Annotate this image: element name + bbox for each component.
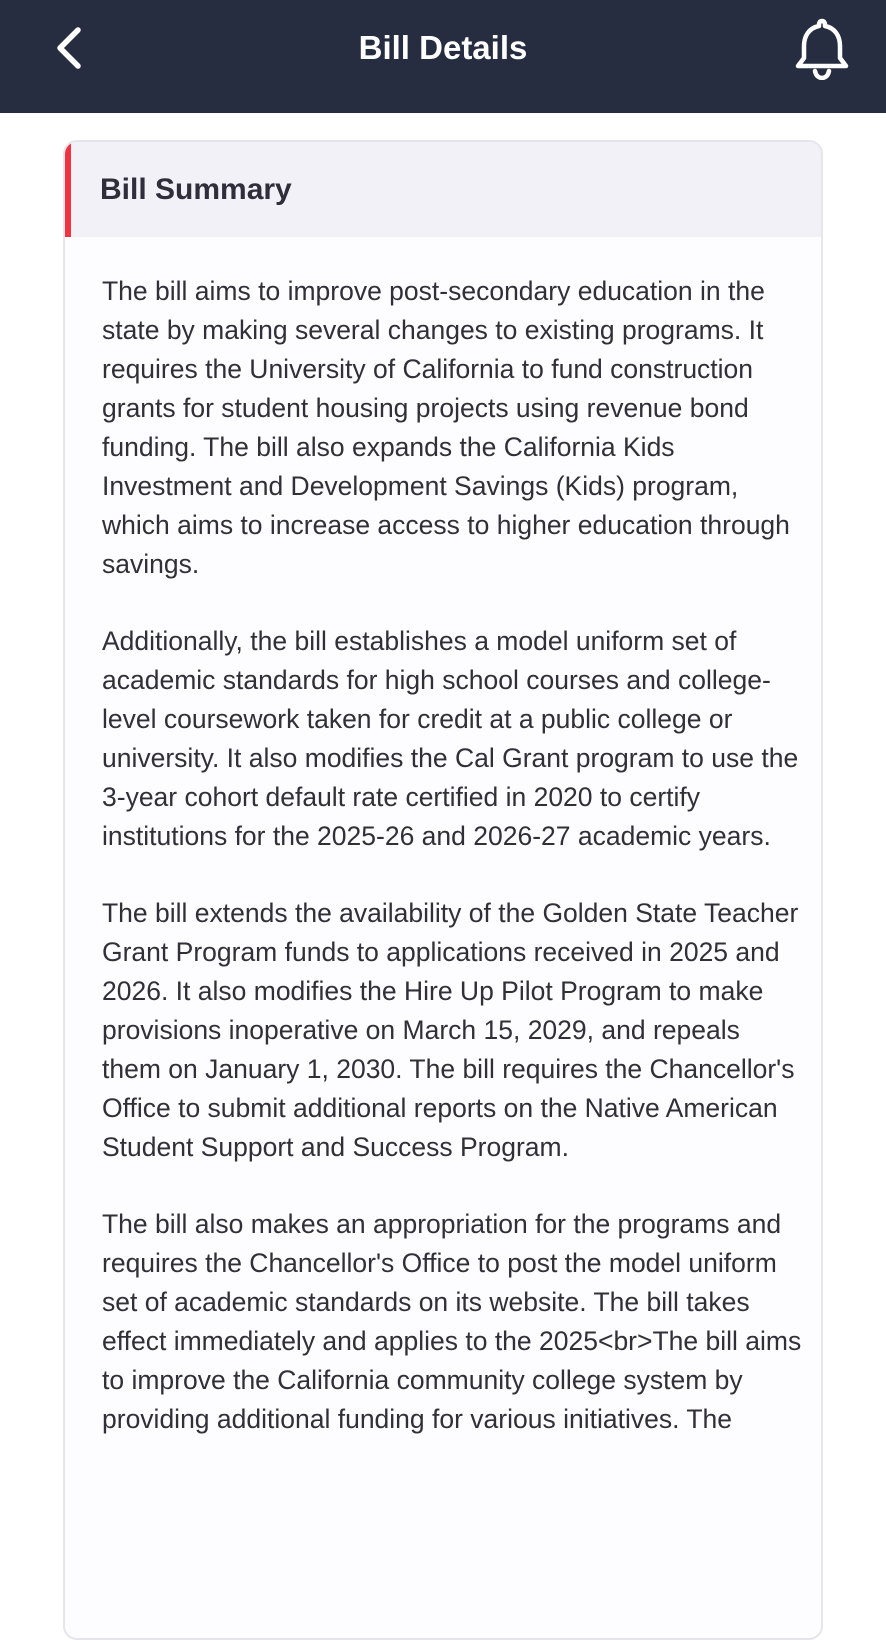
card-title: Bill Summary <box>100 173 292 206</box>
summary-paragraph: The bill also makes an appropriation for the programs and requires the Chancellor's Office to post the model uniform set of academic standards on its website. The bill takes effect immediately and applies to the 2025<br>The bill aims to improve the California community college system by providing additional funding for various initiatives. The <box>102 1209 802 1434</box>
page-title: Bill Details <box>358 29 528 66</box>
summary-paragraph: The bill aims to improve post-secondary education in the state by making several changes to existing programs. It requires the University of California to fund construction grants for student housing projects using revenue bond funding. The bill also expands the California Kids Investment and Development Savings (Kids) program, which aims to increase access to higher education through savings. <box>102 276 790 579</box>
summary-paragraph: Additionally, the bill establishes a model uniform set of academic standards for high school courses and college-level coursework taken for credit at a public college or university. It also modifies the Cal Grant program to use the 3-year cohort default rate certified in 2020 to certify institutions for the 2025-26 and 2026-27 academic years. <box>102 626 799 851</box>
top-app-bar <box>0 0 886 113</box>
card-header <box>65 142 821 237</box>
notifications-button[interactable] <box>790 16 854 80</box>
summary-text <box>102 272 802 1477</box>
bell-icon <box>790 16 854 80</box>
accent-bar <box>65 142 71 237</box>
summary-paragraph: The bill extends the availability of the Golden State Teacher Grant Program funds to applications received in 2025 and 2026. It also modifies the Hire Up Pilot Program to make provisions inoperative on March 15, 2029, and repeals them on January 1, 2030. The bill requires the Chancellor's Office to submit additional reports on the Native American Student Support and Success Program. <box>102 898 799 1162</box>
bill-summary-card <box>63 140 823 1640</box>
